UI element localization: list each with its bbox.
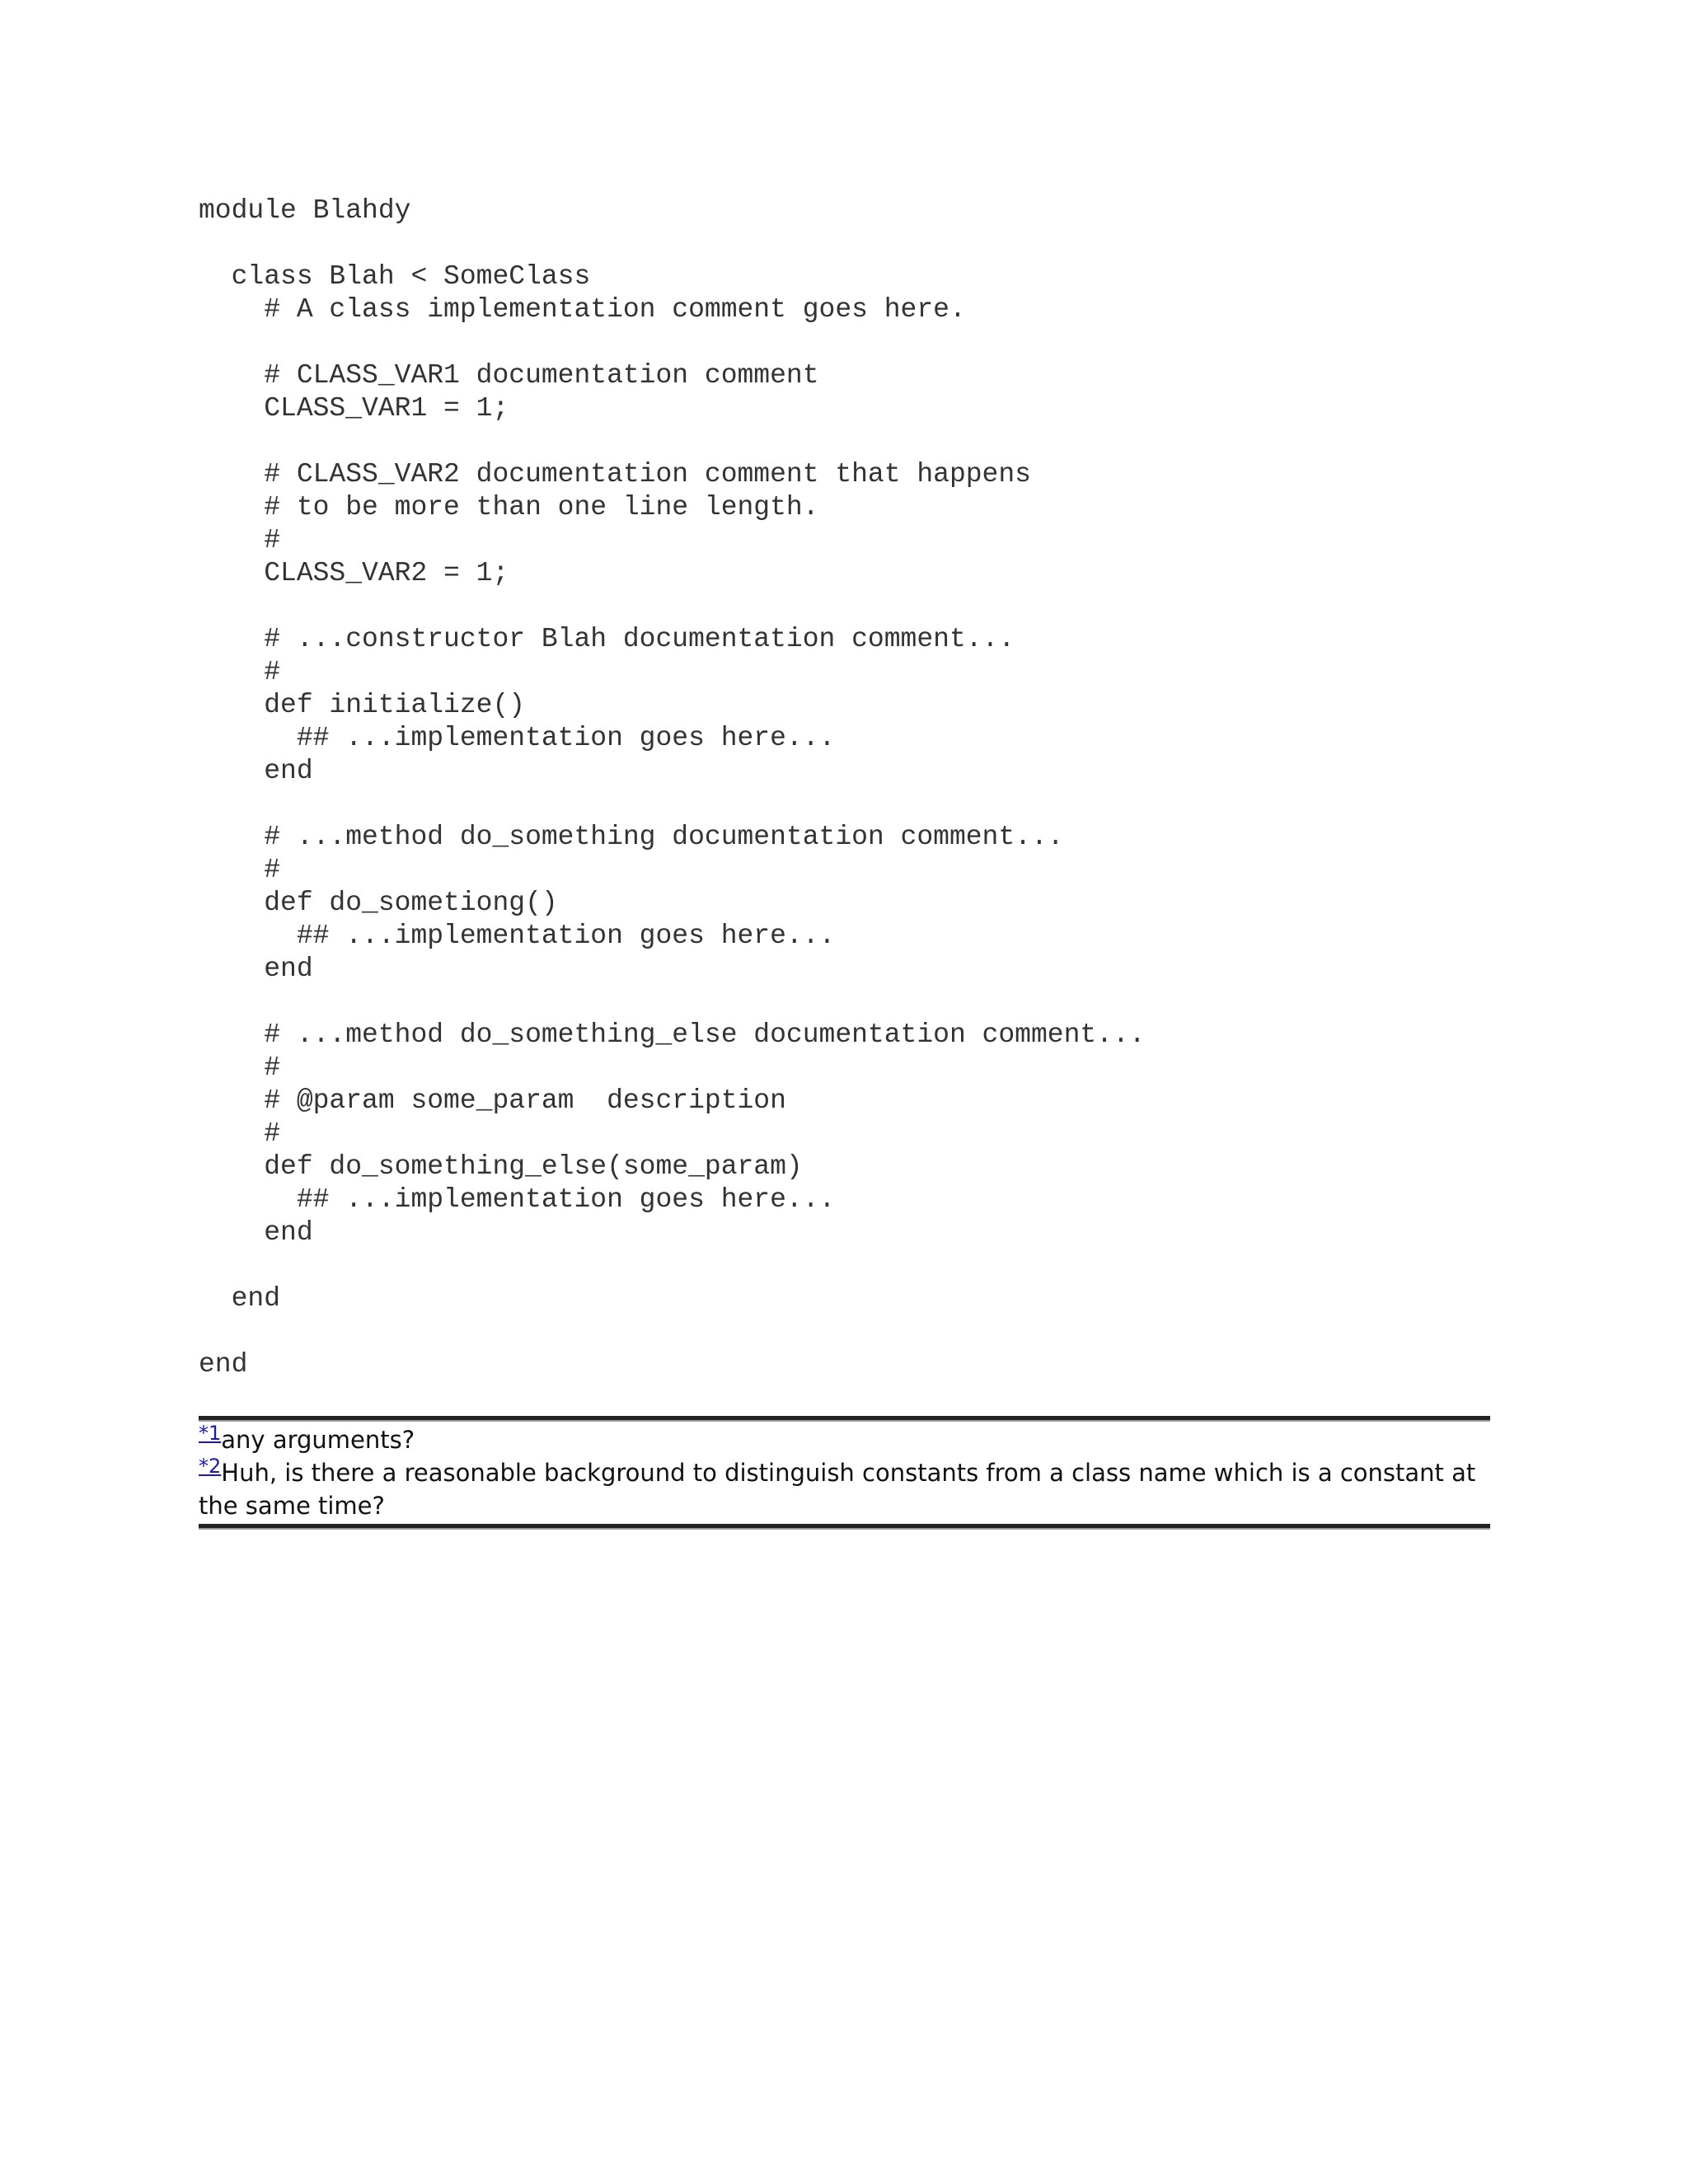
code-line: ## ...implementation goes here... xyxy=(199,921,836,951)
code-block xyxy=(199,194,1146,1381)
code-line xyxy=(199,1249,1146,1282)
code-line: # ...method do_something documentation comment... xyxy=(199,822,1064,852)
footnotes-bottom-rule xyxy=(199,1524,1490,1528)
footnote-1-text: any arguments? xyxy=(221,1426,415,1454)
code-line: end xyxy=(199,756,313,786)
code-line xyxy=(199,788,1146,821)
code-line: # @param some_param description xyxy=(199,1085,786,1116)
code-line: # xyxy=(199,1118,281,1149)
footnotes-section xyxy=(199,1416,1490,1528)
code-line xyxy=(199,986,1146,1019)
code-line: ## ...implementation goes here... xyxy=(199,723,836,753)
footnote-1 xyxy=(199,1423,1490,1456)
code-line xyxy=(199,425,1146,458)
code-line xyxy=(199,326,1146,359)
footnotes-body xyxy=(199,1420,1490,1524)
code-line: # xyxy=(199,525,281,555)
code-line: def do_sometiong() xyxy=(199,888,558,918)
code-line: # CLASS_VAR2 documentation comment that happens xyxy=(199,459,1031,490)
code-line: # ...constructor Blah documentation comment... xyxy=(199,624,1015,654)
code-line: class Blah < SomeClass xyxy=(199,261,591,292)
code-line: end xyxy=(199,954,313,984)
code-line: def do_something_else(some_param) xyxy=(199,1151,803,1182)
code-line: # xyxy=(199,855,281,885)
code-line xyxy=(199,227,1146,260)
footnote-2 xyxy=(199,1456,1490,1522)
code-line xyxy=(199,590,1146,623)
code-line: CLASS_VAR1 = 1; xyxy=(199,393,509,424)
code-line: end xyxy=(199,1217,313,1248)
code-line: # to be more than one line length. xyxy=(199,492,819,523)
code-line: # CLASS_VAR1 documentation comment xyxy=(199,360,819,391)
code-line: module Blahdy xyxy=(199,195,411,226)
footnote-2-text: Huh, is there a reasonable background to distinguish constants from a class name which is a constant at the same time? xyxy=(199,1459,1476,1520)
footnote-2-link[interactable]: *2 xyxy=(199,1455,222,1478)
code-line: CLASS_VAR2 = 1; xyxy=(199,558,509,588)
code-line: def initialize() xyxy=(199,690,526,720)
code-line: end xyxy=(199,1283,281,1314)
code-line: # ...method do_something_else documentation comment... xyxy=(199,1019,1146,1050)
code-line: # A class implementation comment goes here. xyxy=(199,294,966,325)
code-line: ## ...implementation goes here... xyxy=(199,1184,836,1215)
code-line: end xyxy=(199,1349,248,1380)
code-line xyxy=(199,1315,1146,1348)
code-line: # xyxy=(199,657,281,687)
code-line: # xyxy=(199,1052,281,1083)
footnote-1-link[interactable]: *1 xyxy=(199,1422,222,1445)
